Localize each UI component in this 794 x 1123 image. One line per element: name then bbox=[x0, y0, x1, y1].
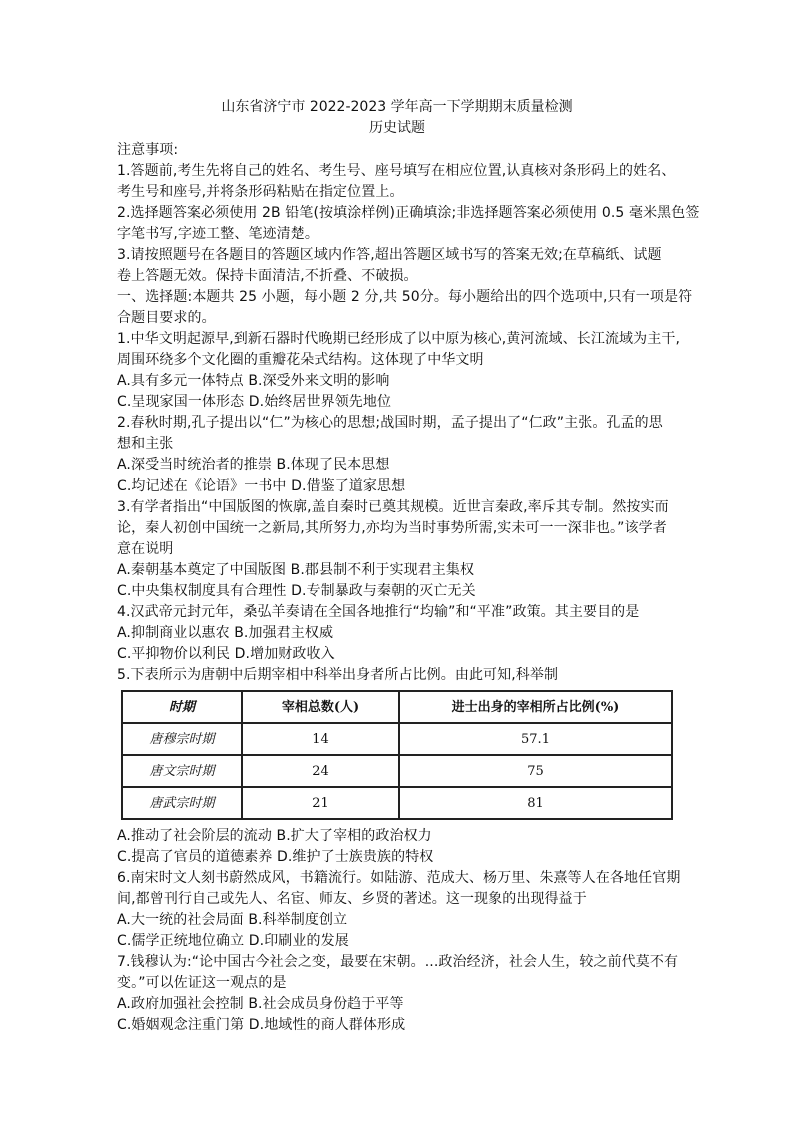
q5-options-cd: C.提高了官员的道德素养 D.维护了士族贵族的特权 bbox=[117, 849, 434, 865]
q3-stem-line-3: 意在说明 bbox=[117, 541, 174, 557]
q3-stem-line-2: 论，秦人初创中国统一之新局,其所努力,亦均为当时事势所需,实未可一一深非也。”该学者 bbox=[117, 520, 667, 536]
q4-options-cd: C.平抑物价以利民 D.增加财政收入 bbox=[117, 646, 335, 662]
q2-options-ab: A.深受当时统治者的推崇 B.体现了民本思想 bbox=[117, 457, 390, 473]
table-cell-period: 唐穆宗时期 bbox=[122, 723, 242, 755]
table-header-ratio: 进士出身的宰相所占比例(%) bbox=[399, 691, 672, 723]
notice-heading: 注意事项: bbox=[117, 142, 179, 158]
q5-data-table bbox=[121, 690, 673, 820]
q6-stem-line-2: 间,都曾刊行自己或先人、名宦、师友、乡贤的著述。这一现象的出现得益于 bbox=[117, 891, 587, 907]
table-row bbox=[122, 787, 672, 819]
table-header-period: 时期 bbox=[122, 691, 242, 723]
q7-stem-line-1: 7.钱穆认为:“论中国古今社会之变，最要在宋朝。...政治经济，社会人生，较之前代莫不有 bbox=[117, 954, 679, 970]
table-row bbox=[122, 723, 672, 755]
table-cell-ratio: 75 bbox=[399, 755, 672, 787]
table-cell-period: 唐文宗时期 bbox=[122, 755, 242, 787]
table-cell-ratio: 81 bbox=[399, 787, 672, 819]
table-cell-total: 24 bbox=[242, 755, 399, 787]
notice-item-1-line-1: 1.答题前,考生先将自己的姓名、考生号、座号填写在相应位置,认真核对条形码上的姓名、 bbox=[117, 163, 676, 179]
table-row bbox=[122, 755, 672, 787]
q7-options-cd: C.婚姻观念注重门第 D.地域性的商人群体形成 bbox=[117, 1017, 406, 1033]
q5-options-ab: A.推动了社会阶层的流动 B.扩大了宰相的政治权力 bbox=[117, 828, 432, 844]
q2-options-cd: C.均记述在《论语》一书中 D.借鉴了道家思想 bbox=[117, 478, 406, 494]
exam-subtitle: 历史试题 bbox=[369, 120, 425, 136]
q3-options-ab: A.秦朝基本奠定了中国版图 B.郡县制不利于实现君主集权 bbox=[117, 562, 475, 578]
notice-item-3-line-1: 3.请按照题号在各题目的答题区域内作答,超出答题区域书写的答案无效;在草稿纸、试题 bbox=[117, 247, 662, 263]
table-cell-total: 14 bbox=[242, 723, 399, 755]
q6-options-cd: C.儒学正统地位确立 D.印刷业的发展 bbox=[117, 933, 349, 949]
q3-options-cd: C.中央集权制度具有合理性 D.专制暴政与秦朝的灭亡无关 bbox=[117, 583, 476, 599]
q6-stem-line-1: 6.南宋时文人刻书蔚然成风，书籍流行。如陆游、范成大、杨万里、朱熹等人在各地任官期 bbox=[117, 870, 681, 886]
notice-item-3-line-2: 卷上答题无效。保持卡面清洁,不折叠、不破损。 bbox=[117, 268, 418, 284]
table-cell-ratio: 57.1 bbox=[399, 723, 672, 755]
table-cell-period: 唐武宗时期 bbox=[122, 787, 242, 819]
q2-stem-line-1: 2.春秋时期,孔子提出以“仁”为核心的思想;战国时期，孟子提出了“仁政”主张。孔孟的思 bbox=[117, 415, 663, 431]
q1-options-cd: C.呈现家国一体形态 D.始终居世界领先地位 bbox=[117, 394, 392, 410]
q4-stem-line-1: 4.汉武帝元封元年，桑弘羊奏请在全国各地推行“均输”和“平准”政策。其主要目的是 bbox=[117, 604, 640, 620]
section-heading-line-2: 合题目要求的。 bbox=[117, 310, 216, 326]
q1-stem-line-2: 周围环绕多个文化圈的重瓣花朵式结构。这体现了中华文明 bbox=[117, 352, 484, 368]
q1-options-ab: A.具有多元一体特点 B.深受外来文明的影响 bbox=[117, 373, 390, 389]
table-header-row bbox=[122, 691, 672, 723]
notice-item-2-line-2: 字笔书写,字迹工整、笔迹清楚。 bbox=[117, 226, 319, 242]
q2-stem-line-2: 想和主张 bbox=[117, 436, 174, 452]
q7-stem-line-2: 变。”可以佐证这一观点的是 bbox=[117, 975, 287, 991]
table-header-total: 宰相总数(人) bbox=[242, 691, 399, 723]
q3-stem-line-1: 3.有学者指出“中国版图的恢廓,盖自秦时已奠其规模。近世言秦政,率斥其专制。然按实而 bbox=[117, 499, 669, 515]
q7-options-ab: A.政府加强社会控制 B.社会成员身份趋于平等 bbox=[117, 996, 404, 1012]
q5-stem-line-1: 5.下表所示为唐朝中后期宰相中科举出身者所占比例。由此可知,科举制 bbox=[117, 667, 559, 683]
q1-stem-line-1: 1.中华文明起源早,到新石器时代晚期已经形成了以中原为核心,黄河流域、长江流域为主干, bbox=[117, 331, 681, 347]
section-heading-line-1: 一、选择题:本题共 25 小题，每小题 2 分,共 50分。每小题给出的四个选项中,只有一项是符 bbox=[117, 289, 693, 305]
q4-options-ab: A.抑制商业以惠农 B.加强君主权威 bbox=[117, 625, 334, 641]
table-cell-total: 21 bbox=[242, 787, 399, 819]
exam-title: 山东省济宁市 2022-2023 学年高一下学期期末质量检测 bbox=[221, 99, 573, 115]
exam-content bbox=[117, 140, 700, 1036]
notice-item-1-line-2: 考生号和座号,并将条形码粘贴在指定位置上。 bbox=[117, 184, 404, 200]
q6-options-ab: A.大一统的社会局面 B.科举制度创立 bbox=[117, 912, 348, 928]
notice-item-2-line-1: 2.选择题答案必须使用 2B 铅笔(按填涂样例)正确填涂;非选择题答案必须使用 0.5 毫米黑色签 bbox=[117, 205, 700, 221]
